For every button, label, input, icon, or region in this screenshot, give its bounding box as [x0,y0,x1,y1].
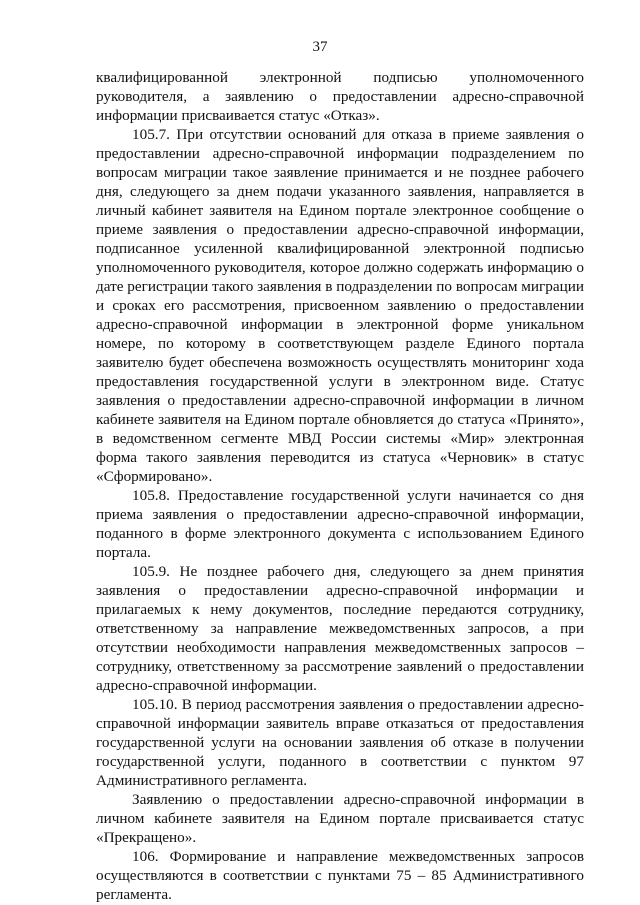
page-number: 37 [312,39,328,55]
document-body [96,68,584,904]
paragraph-105-8: 105.8. Предоставление государственной услуги начинается со дня приема заявления о предоставлении адресно-справочной информации, поданного в форме электронного документа с использованием Единого портала. [96,487,584,561]
paragraph-status-terminated: Заявлению о предоставлении адресно-справочной информации в личном кабинете заявителя на Едином портале присваивается статус «Прекращено». [96,791,584,846]
paragraph-105-9: 105.9. Не позднее рабочего дня, следующего за днем принятия заявления о предоставлении адресно-справочной информации и прилагаемых к нему документов, последние передаются сотруднику, ответственному за направление межведомственных запросов, а при отсутствии необходимости направления межведомственных запросов – сотруднику, ответственному за рассмотрение заявлений о предоставлении адресно-справочной информации. [96,563,584,694]
paragraph-105-7: 105.7. При отсутствии оснований для отказа в приеме заявления о предоставлении адресно-справочной информации подразделением по вопросам миграции такое заявление принимается и не позднее рабочего дня, следующего за днем подачи указанного заявления, направляется в личный кабинет заявителя на Едином портале электронное сообщение о приеме заявления о предоставлении адресно-справочной информации, подписанное усиленной квалифицированной электронной подписью уполномоченного руководителя, которое должно содержать информацию о дате регистрации такого заявления в подразделении по вопросам миграции и сроках его рассмотрения, присвоенном заявлению о предоставлении адресно-справочной информации в электронной форме уникальном номере, по которому в соответствующем разделе Единого портала заявителю будет обеспечена возможность осуществлять мониторинг хода предоставления государственной услуги в электронном виде. Статус заявления о предоставлении адресно-справочной информации в личном кабинете заявителя на Едином портале обновляется до статуса «Принято», в ведомственном сегменте МВД России системы «Мир» электронная форма такого заявления переводится из статуса «Черновик» в статус «Сформировано». [96,126,584,485]
paragraph-106: 106. Формирование и направление межведомственных запросов осуществляются в соответствии с пунктами 75 – 85 Административного регламента. [96,848,584,903]
paragraph-105-10: 105.10. В период рассмотрения заявления о предоставлении адресно-справочной информации заявитель вправе отказаться от предоставления государственной услуги на основании заявления об отказе в получении государственной услуги, поданного в соответствии с пунктом 97 Административного регламента. [96,696,584,789]
paragraph-continuation: квалифицированной электронной подписью уполномоченного руководителя, а заявлению о предоставлении адресно-справочной информации присваивается статус «Отказ». [96,69,584,124]
